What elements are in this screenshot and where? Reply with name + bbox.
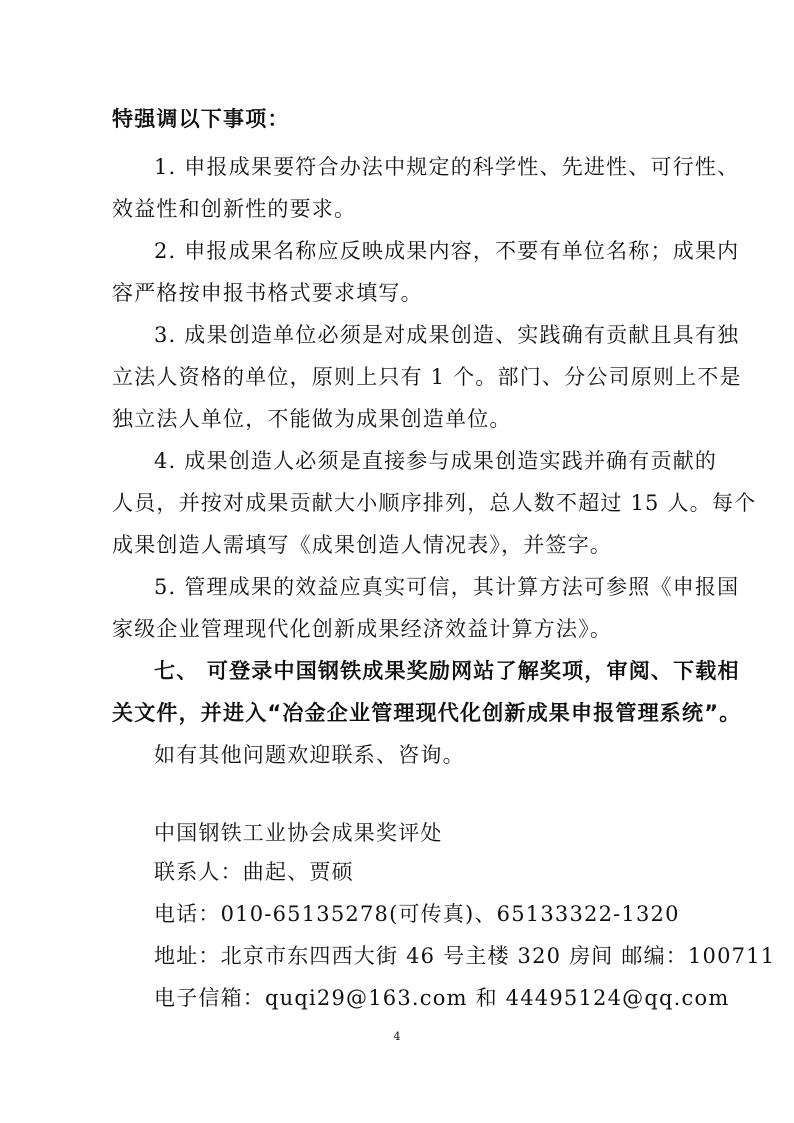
item-1-line-1: 1. 申报成果要符合办法中规定的科学性、先进性、可行性、 — [154, 155, 740, 179]
page-number: 4 — [393, 1030, 401, 1043]
contact-email: 电子信箱：quqi29@163.com 和 44495124@qq.com — [154, 986, 730, 1010]
contact-address: 地址：北京市东四西大街 46 号主楼 320 房间 邮编：100711 — [154, 944, 776, 968]
item-3-line-2: 立法人资格的单位，原则上只有 1 个。部门、分公司原则上不是 — [112, 365, 742, 389]
closing-text: 如有其他问题欢迎联系、咨询。 — [154, 743, 465, 767]
item-4-line-3: 成果创造人需填写《成果创造人情况表》，并签字。 — [112, 533, 613, 557]
item-5-line-2: 家级企业管理现代化创新成果经济效益计算方法》。 — [112, 617, 613, 641]
item-3-line-3: 独立法人单位，不能做为成果创造单位。 — [112, 407, 512, 431]
contact-phone: 电话：010-65135278(可传真)、65133322-1320 — [154, 902, 680, 926]
item-2-line-1: 2. 申报成果名称应反映成果内容，不要有单位名称；成果内 — [154, 239, 740, 263]
contact-person: 联系人：曲起、贾硕 — [154, 860, 354, 884]
item-4-line-2: 人员，并按对成果贡献大小顺序排列，总人数不超过 15 人。每个 — [112, 491, 757, 515]
item-2-line-2: 容严格按申报书格式要求填写。 — [112, 281, 423, 305]
contact-org: 中国钢铁工业协会成果奖评处 — [154, 821, 443, 845]
item-4-line-1: 4. 成果创造人必须是直接参与成果创造实践并确有贡献的 — [154, 449, 718, 473]
section-seven-line-1: 七、 可登录中国钢铁成果奖励网站了解奖项，审阅、下载相 — [154, 659, 740, 683]
section-seven-line-2: 关文件，并进入“冶金企业管理现代化创新成果申报管理系统”。 — [112, 701, 742, 725]
section-heading: 特强调以下事项： — [112, 107, 290, 131]
item-5-line-1: 5. 管理成果的效益应真实可信，其计算方法可参照《申报国 — [154, 575, 740, 599]
item-1-line-2: 效益性和创新性的要求。 — [112, 197, 357, 221]
item-3-line-1: 3. 成果创造单位必须是对成果创造、实践确有贡献且具有独 — [154, 323, 740, 347]
